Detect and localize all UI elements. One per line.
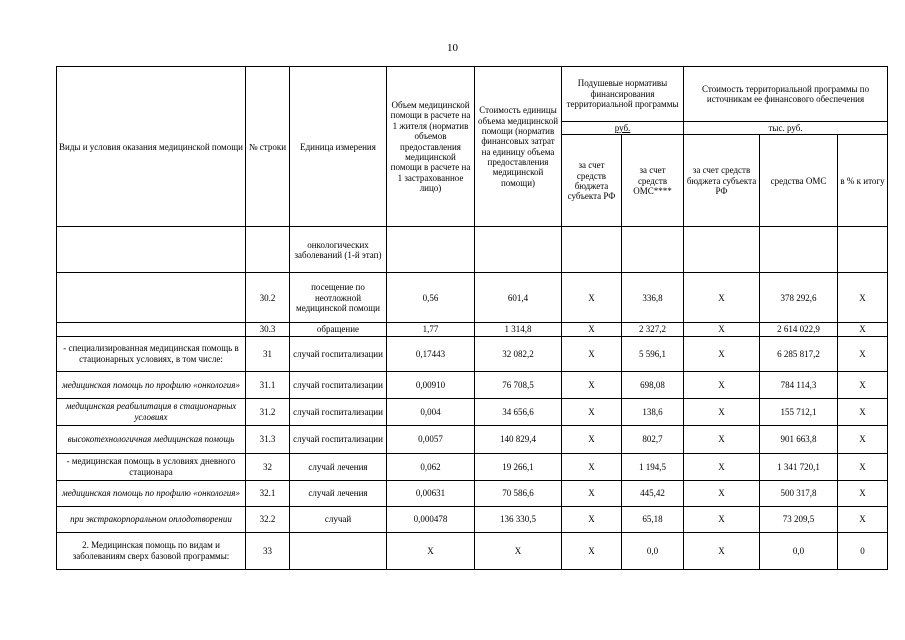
financing-table	[56, 66, 888, 570]
row-c-oms: 901 663,8	[760, 425, 838, 453]
table-row	[57, 323, 888, 336]
row-pc-oms: 5 596,1	[622, 336, 684, 371]
row-name: 2. Медицинская помощь по видам и заболеваниям сверх базовой программы:	[57, 532, 246, 569]
row-c-oms: 0,0	[760, 532, 838, 569]
row-name	[57, 273, 246, 323]
header-unit: Единица измерения	[290, 67, 387, 227]
table-row	[57, 453, 888, 480]
header-unit-thousand-rub: тыс. руб.	[684, 122, 888, 135]
row-pc-budget: X	[562, 336, 622, 371]
row-c-pct: X	[838, 398, 888, 425]
row-number: 31.3	[246, 425, 290, 453]
row-pc-budget: X	[562, 398, 622, 425]
row-pc-budget: X	[562, 453, 622, 480]
table-row	[57, 532, 888, 569]
row-c-oms: 1 341 720,1	[760, 453, 838, 480]
row-c-pct: X	[838, 323, 888, 336]
page-number: 10	[447, 42, 458, 54]
row-number: 33	[246, 532, 290, 569]
row-volume: 0,000478	[387, 506, 475, 532]
table-row	[57, 273, 888, 323]
row-c-oms	[760, 227, 838, 273]
row-c-pct: X	[838, 273, 888, 323]
row-volume: 0,00631	[387, 480, 475, 506]
row-pc-budget: X	[562, 425, 622, 453]
row-c-pct: X	[838, 480, 888, 506]
row-c-budget: X	[684, 273, 760, 323]
row-number: 30.3	[246, 323, 290, 336]
header-budget-thousand: за счет средств бюджета субъекта РФ	[684, 135, 760, 227]
table-row	[57, 371, 888, 398]
header-oms-thousand: средства ОМС	[760, 135, 838, 227]
row-cost	[475, 227, 562, 273]
row-cost: 70 586,6	[475, 480, 562, 506]
row-unit: обращение	[290, 323, 387, 336]
row-cost: 140 829,4	[475, 425, 562, 453]
row-volume: 0,004	[387, 398, 475, 425]
row-number: 31.2	[246, 398, 290, 425]
row-unit: посещение по неотложной медицинской помощи	[290, 273, 387, 323]
row-pc-oms: 445,42	[622, 480, 684, 506]
row-pc-oms: 0,0	[622, 532, 684, 569]
row-volume: 0,56	[387, 273, 475, 323]
header-volume: Объем медицинской помощи в расчете на 1 жителя (норматив объемов предоставления медицинской помощи в расчете на 1 застрахованное лицо)	[387, 67, 475, 227]
table-row	[57, 506, 888, 532]
row-c-oms: 500 317,8	[760, 480, 838, 506]
row-c-pct	[838, 227, 888, 273]
header-oms-rub: за счет средств ОМС****	[622, 135, 684, 227]
row-c-budget: X	[684, 336, 760, 371]
row-c-oms: 155 712,1	[760, 398, 838, 425]
header-unit-rub: руб.	[562, 122, 684, 135]
row-name: медицинская помощь по профилю «онкология»	[57, 371, 246, 398]
row-c-pct: X	[838, 453, 888, 480]
header-program-cost-group: Стоимость территориальной программы по источникам ее финансового обеспечения	[684, 67, 888, 122]
row-c-budget	[684, 227, 760, 273]
row-pc-budget: X	[562, 273, 622, 323]
row-name: высокотехнологичная медицинская помощь	[57, 425, 246, 453]
row-number: 32	[246, 453, 290, 480]
row-c-budget: X	[684, 532, 760, 569]
row-pc-budget: X	[562, 480, 622, 506]
row-pc-oms: 138,6	[622, 398, 684, 425]
row-c-pct: X	[838, 371, 888, 398]
row-c-oms: 784 114,3	[760, 371, 838, 398]
header-per-capita-group: Подушевые нормативы финансирования территориальной программы	[562, 67, 684, 122]
row-pc-oms: 336,8	[622, 273, 684, 323]
row-pc-oms: 65,18	[622, 506, 684, 532]
row-cost: 34 656,6	[475, 398, 562, 425]
row-c-pct: X	[838, 425, 888, 453]
row-volume	[387, 227, 475, 273]
table-row	[57, 480, 888, 506]
row-unit: случай лечения	[290, 453, 387, 480]
row-unit: случай госпитализации	[290, 371, 387, 398]
row-cost: X	[475, 532, 562, 569]
row-volume: 0,0057	[387, 425, 475, 453]
row-c-pct: 0	[838, 532, 888, 569]
row-number	[246, 227, 290, 273]
row-c-budget: X	[684, 425, 760, 453]
row-number: 31.1	[246, 371, 290, 398]
row-name	[57, 323, 246, 336]
row-pc-oms	[622, 227, 684, 273]
row-name: при экстракорпоральном оплодотворении	[57, 506, 246, 532]
header-budget-rub: за счет средств бюджета субъекта РФ	[562, 135, 622, 227]
row-cost: 1 314,8	[475, 323, 562, 336]
row-name: - медицинская помощь в условиях дневного стационара	[57, 453, 246, 480]
row-number: 31	[246, 336, 290, 371]
row-c-oms: 73 209,5	[760, 506, 838, 532]
row-number: 30.2	[246, 273, 290, 323]
table-row	[57, 336, 888, 371]
row-c-budget: X	[684, 323, 760, 336]
row-pc-budget: X	[562, 506, 622, 532]
row-c-pct: X	[838, 336, 888, 371]
row-volume: 0,00910	[387, 371, 475, 398]
row-name	[57, 227, 246, 273]
row-unit	[290, 532, 387, 569]
header-types: Виды и условия оказания медицинской помощи	[57, 67, 246, 227]
row-pc-budget: X	[562, 323, 622, 336]
row-name: - специализированная медицинская помощь в стационарных условиях, в том числе:	[57, 336, 246, 371]
row-number: 32.2	[246, 506, 290, 532]
row-c-budget: X	[684, 506, 760, 532]
row-pc-oms: 1 194,5	[622, 453, 684, 480]
row-pc-oms: 802,7	[622, 425, 684, 453]
row-unit: онкологических заболеваний (1-й этап)	[290, 227, 387, 273]
row-c-budget: X	[684, 371, 760, 398]
row-volume: 0,17443	[387, 336, 475, 371]
row-c-oms: 6 285 817,2	[760, 336, 838, 371]
row-pc-oms: 698,08	[622, 371, 684, 398]
row-cost: 76 708,5	[475, 371, 562, 398]
row-c-pct: X	[838, 506, 888, 532]
row-pc-oms: 2 327,2	[622, 323, 684, 336]
row-volume: 0,062	[387, 453, 475, 480]
row-volume: 1,77	[387, 323, 475, 336]
row-c-budget: X	[684, 453, 760, 480]
row-volume: X	[387, 532, 475, 569]
row-c-oms: 2 614 022,9	[760, 323, 838, 336]
row-unit: случай госпитализации	[290, 425, 387, 453]
row-unit: случай госпитализации	[290, 398, 387, 425]
header-unit-cost: Стоимость единицы объема медицинской помощи (норматив финансовых затрат на единицу объема предоставления медицинской помощи)	[475, 67, 562, 227]
header-row-number: № строки	[246, 67, 290, 227]
row-pc-budget: X	[562, 532, 622, 569]
row-pc-budget: X	[562, 371, 622, 398]
row-number: 32.1	[246, 480, 290, 506]
row-unit: случай госпитализации	[290, 336, 387, 371]
row-cost: 19 266,1	[475, 453, 562, 480]
table-row	[57, 398, 888, 425]
row-cost: 136 330,5	[475, 506, 562, 532]
table-row	[57, 227, 888, 273]
row-unit: случай лечения	[290, 480, 387, 506]
row-cost: 32 082,2	[475, 336, 562, 371]
table-row	[57, 425, 888, 453]
row-name: медицинская помощь по профилю «онкология»	[57, 480, 246, 506]
row-c-budget: X	[684, 398, 760, 425]
header-percent: в % к итогу	[838, 135, 888, 227]
row-cost: 601,4	[475, 273, 562, 323]
row-c-budget: X	[684, 480, 760, 506]
row-c-oms: 378 292,6	[760, 273, 838, 323]
row-unit: случай	[290, 506, 387, 532]
row-name: медицинская реабилитация в стационарных условиях	[57, 398, 246, 425]
row-pc-budget	[562, 227, 622, 273]
